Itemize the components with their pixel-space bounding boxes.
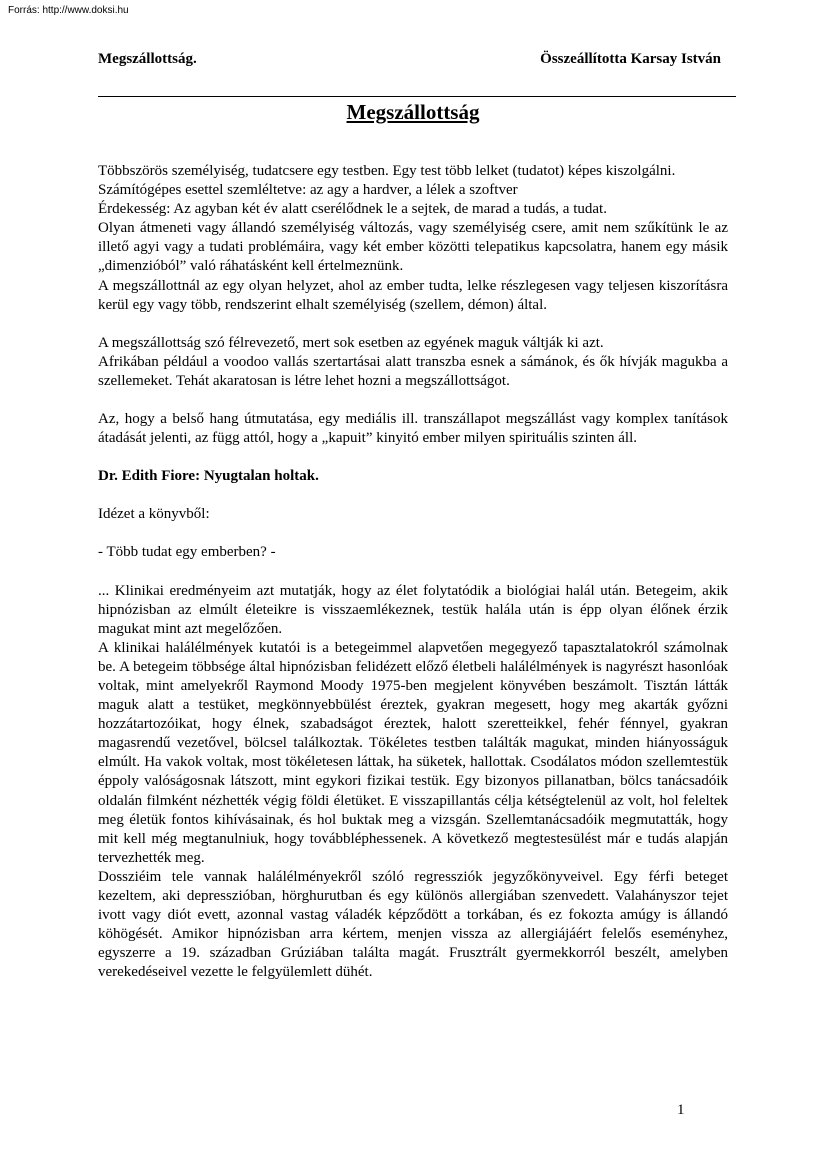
book-reference-heading: Dr. Edith Fiore: Nyugtalan holtak.: [98, 468, 319, 485]
paragraph: Afrikában például a voodoo vallás szertartásai alatt transzba esnek a sámánok, és ők hívják magukba a szellemeket. Tehát akaratosan is létre lehet hozni a megszállottságot.: [98, 353, 728, 389]
paragraph: Az, hogy a belső hang útmutatása, egy mediális ill. transzállapot megszállást vagy komplex tanítások átadását jelenti, az függ attól, hogy a „kapuit” kinyitó ember milyen spirituális szinten áll.: [98, 411, 728, 447]
paragraph: Dossziéim tele vannak halálélményekről szóló regressziók jegyzőkönyveivel. Egy férfi beteget kezeltem, aki depresszióban, hörghurutban és egy különös allergiában szenvedett. Valahányszor tejet ivott vagy diót evett, azonnal vastag váladék képződött a torkában, és ez fokozta amúgy is állandó köhögését. Amikor hipnózisban arra kértem, menjen vissza az allergiájáért felelős eseményhez, egyszerre a 19. században Grúziában találta magát. Frusztrált gyermekkorról beszélt, amelyben verekedéseivel vezette le felgyülemlett dühét.: [98, 868, 728, 981]
quote-subtitle: - Több tudat egy emberben? -: [98, 544, 276, 561]
paragraph: Érdekesség: Az agyban két év alatt cserélődnek le a sejtek, de marad a tudás, a tudat.: [98, 201, 607, 218]
paragraph: Többszörös személyiség, tudatcsere egy testben. Egy test több lelket (tudatot) képes kiszolgálni.: [98, 163, 676, 179]
paragraph-gap: [98, 391, 728, 410]
paragraph-gap: [98, 524, 728, 543]
paragraph-gap: [98, 315, 728, 334]
paragraph-gap: [98, 486, 728, 505]
quote-intro: Idézet a könyvből:: [98, 506, 210, 523]
header-author: Összeállította Karsay István: [540, 51, 721, 67]
paragraph: A megszállottság szó félrevezető, mert sok esetben az egyének maguk váltják ki azt.: [98, 334, 604, 351]
page-number: 1: [677, 1102, 685, 1118]
document-body: [98, 162, 728, 982]
paragraph: ... Klinikai eredményeim azt mutatják, hogy az élet folytatódik a biológiai halál után. Betegeim, akik hipnózisban az elmúlt életeikre is visszaemlékeznek, testük halála után is épp olyan élőnek érzik magukat mint azt megelőzően.: [98, 582, 728, 637]
header-divider: [98, 96, 736, 97]
paragraph: Olyan átmeneti vagy állandó személyiség változás, vagy személyiség csere, amit nem szűkítünk le az illető agyi vagy a tudati problémáira, vagy két ember közötti telepatikus kapcsolatra, hanem egy másik „dimenzióból” való ráhatásként kell értelmeznünk.: [98, 220, 728, 275]
source-label: Forrás: http://www.doksi.hu: [0, 0, 137, 22]
page-header: [98, 51, 721, 68]
paragraph: Számítógépes esettel szemléltetve: az agy a hardver, a lélek a szoftver: [98, 182, 518, 199]
paragraph: A megszállottnál az egy olyan helyzet, ahol az ember tudta, lelke részlegesen vagy teljesen kiszorításra kerül egy vagy több, rendszerint elhalt személyiség (szellem, démon) által.: [98, 277, 728, 313]
document-title: Megszállottság: [346, 100, 480, 124]
paragraph-gap: [98, 563, 728, 582]
header-left-title: Megszállottság.: [98, 51, 197, 67]
paragraph-gap: [98, 448, 728, 467]
paragraph: A klinikai halálélmények kutatói is a betegeimmel alapvetően megegyező tapasztalatokról számolnak be. A betegeim többsége által hipnózisban felidézett előző életbeli halálélmények is nagyrészt hasonlóak voltak, mint amelyekről Raymond Moody 1975-ben megjelent könyvében beszámolt. Tisztán látták maguk alatt a testüket, megkönnyebbülést éreztek, gyakran megesett, hogy meg akarták győzni hozzátartozóikat, hogy élnek, szabadságot éreztek, halott szeretteikkel, fehér fénnyel, gyakran magasrendű vezetővel, bölcsel találkoztak. Tökéletes testben találták magukat, minden hiányosságuk elmúlt. Ha vakok voltak, most tökéletesen láttak, ha süketek, hallottak. Csodálatos módon szellemtestük éppoly valóságosnak látszott, mint egykori fizikai testük. Egy bizonyos pillanatban, bölcs tanácsadóik oldalán filmként nézhették végig földi életüket. E visszapillantás célja kétségtelenül az volt, hol feleltek meg életük fontos kihívásainak, és hol buktak meg a vizsgán. Szellemtanácsadóik megmutatták, hogy mit kell még megtanulniuk, hogy továbbléphessenek. A következő megtestesülést már e tudás alapján tervezhették meg.: [98, 639, 728, 866]
